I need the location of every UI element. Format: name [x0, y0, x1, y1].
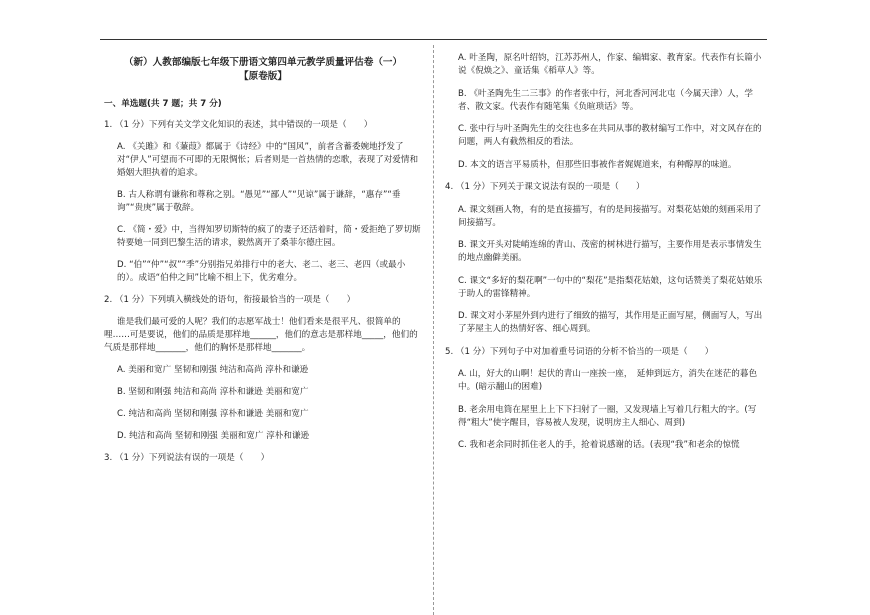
header-rule — [100, 39, 767, 40]
q5-option-c: C. 我和老余同时抓住老人的手，抢着说感谢的话。(表现“我”和老余的惊慌 — [458, 440, 740, 450]
question-5: 5. （1 分）下列句子中对加着重号词语的分析不恰当的一项是（ ） — [445, 346, 714, 357]
q4-option-b: B. 课文开头对陡峭连绵的青山、茂密的树林进行描写，主要作用是表示事情发生的地点幽僻美丽。 — [458, 240, 762, 263]
q2-option-d: D. 纯洁和高尚 坚韧和刚强 美丽和宽广 淳朴和谦逊 — [117, 431, 310, 441]
question-1: 1. （1 分）下列有关文学文化知识的表述，其中错误的一项是（ ） — [104, 120, 373, 130]
section-heading: 一、单选题(共 7 题；共 7 分) — [104, 99, 222, 109]
column-divider — [433, 45, 434, 615]
q5-option-b: B. 老余用电筒在屋里上上下下扫射了一圈，又发现墙上写着几行粗大的字。(写得“粗大”使字醒目，容易被人发现，说明房主人细心、周到) — [458, 404, 757, 428]
question-2: 2. （1 分）下列填入横线处的语句，衔接最恰当的一项是（ ） — [104, 295, 356, 305]
q3-option-b: B. 《叶圣陶先生二三事》的作者张中行，河北香河河北屯（今属天津）人，学者、散文家。代表作有随笔集《负暄琐话》等。 — [458, 88, 753, 112]
question-4: 4. （1 分）下列关于课文说法有误的一项是（ ） — [445, 182, 645, 192]
q5-option-a: A. 山，好大的山啊！起伏的青山一座挨一座， 延伸到远方，消失在迷茫的暮色中。(暗示翻山的困难) — [458, 369, 758, 392]
left-column — [104, 52, 422, 474]
q4-option-a: A. 课文刻画人物，有的是直接描写，有的是间接描写。对梨花姑娘的刻画采用了间接描写。 — [458, 204, 762, 228]
exam-subtitle: 【原卷版】 — [239, 71, 287, 82]
q2-option-a: A. 美丽和宽广 坚韧和刚强 纯洁和高尚 淳朴和谦逊 — [117, 365, 309, 375]
q1-option-a: A. 《关雎》和《蒹葭》都属于《诗经》中的“国风”，前者含蓄委婉地抒发了对“伊人”可望而不可即的无限惆怅；后者则是一首热情的恋歌，表现了对爱情和婚姻大胆执着的追求。 — [117, 142, 419, 178]
right-column — [445, 52, 767, 462]
q1-option-c: C. 《简・爱》中，当得知罗切斯特的疯了的妻子还活着时，简・爱拒绝了罗切斯特要她一同到巴黎生活的请求，毅然离开了桑菲尔德庄园。 — [117, 225, 421, 248]
q4-option-c: C. 课文“多好的梨花啊”一句中的“梨花”是指梨花姑娘，这句话赞美了梨花姑娘乐于助人的雷锋精神。 — [458, 275, 763, 299]
q2-passage: 谁是我们最可爱的人呢？我们的志愿军战士！他们看来是很平凡、很简单的哩……可是要说，他们的品质是那样地______，他们的意志是那样地_____，他们的气质是那样地_______，他们的胸怀是那样地_______。 — [104, 317, 418, 353]
q2-option-c: C. 纯洁和高尚 坚韧和刚强 淳朴和谦逊 美丽和宽广 — [117, 409, 309, 419]
q3-option-d: D. 本文的语言平易质朴，但那些旧事被作者娓娓道来，有种醇厚的味道。 — [458, 159, 737, 170]
q3-option-c: C. 张中行与叶圣陶先生的交往也多在共同从事的教材编写工作中，对文风存在的问题，两人有截然相反的看法。 — [458, 124, 762, 147]
q1-option-b: B. 古人称谓有谦称和尊称之别。“愚见”“鄙人”“见谅”属于谦辞，“惠存”“垂询”“贵庚”属于敬辞。 — [117, 190, 401, 213]
question-3: 3. （1 分）下列说法有误的一项是（ ） — [104, 453, 270, 463]
q4-option-d: D. 课文对小茅屋外到内进行了细致的描写，其作用是正面写屋，侧面写人，写出了茅屋主人的热情好客、细心周到。 — [458, 311, 763, 334]
q1-option-d: D. “伯”“仲”“叔”“季”分别指兄弟排行中的老大、老二、老三、老四（或最小的）。成语“伯仲之间”比喻不相上下，优劣难分。 — [117, 260, 406, 283]
q2-option-b: B. 坚韧和刚强 纯洁和高尚 淳朴和谦逊 美丽和宽广 — [117, 387, 309, 397]
q3-option-a: A. 叶圣陶，原名叶绍钧，江苏苏州人，作家、编辑家、教育家。代表作有长篇小说《倪焕之》、童话集《稻草人》等。 — [458, 53, 762, 76]
exam-title: （新）人教部编版七年级下册语文第四单元教学质量评估卷（一） — [123, 57, 403, 68]
